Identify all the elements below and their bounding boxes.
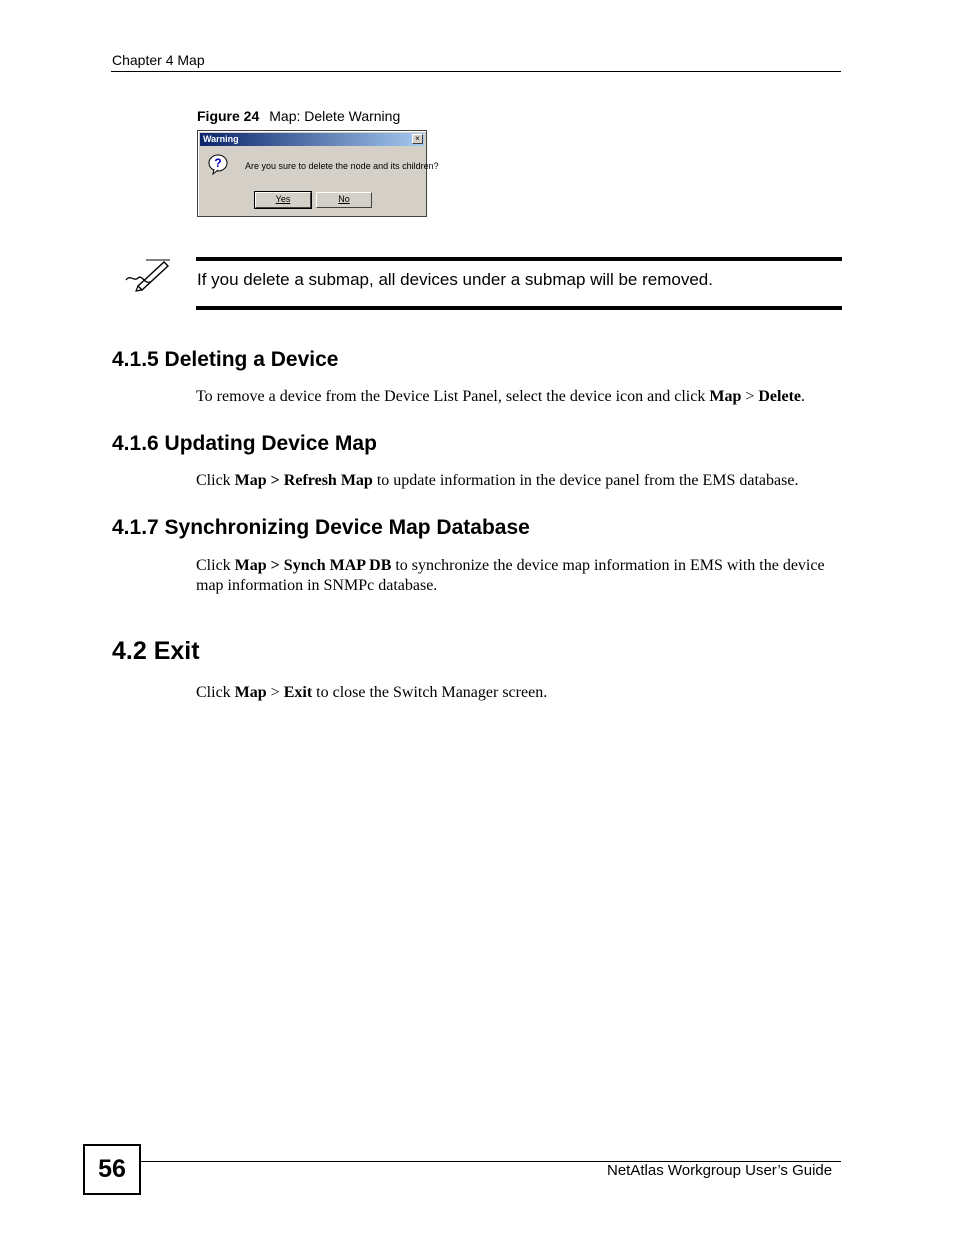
question-icon xyxy=(207,153,229,175)
pen-note-icon xyxy=(124,256,174,292)
section-heading-4-1-6: 4.1.6 Updating Device Map xyxy=(112,432,377,455)
paragraph-4-1-5 xyxy=(196,387,836,407)
no-button-label: No xyxy=(338,194,350,204)
page-number: 56 xyxy=(83,1144,141,1195)
figure-label: Figure 24 xyxy=(197,108,260,124)
footer-guide-title: NetAtlas Workgroup User’s Guide xyxy=(607,1162,833,1179)
paragraph-text: Click xyxy=(196,557,235,574)
menu-ref-map: Map xyxy=(709,388,742,405)
paragraph-text: to close the Switch Manager screen. xyxy=(312,684,548,701)
menu-ref-exit: Exit xyxy=(283,684,313,701)
warning-dialog xyxy=(197,130,439,217)
note-bottom-rule xyxy=(196,306,842,310)
menu-ref-refresh-map: Map > Refresh Map xyxy=(234,472,373,489)
figure-caption xyxy=(197,108,400,124)
note-top-rule xyxy=(196,257,842,261)
paragraph-text: to update information in the device panel from the EMS database. xyxy=(372,472,799,489)
menu-separator: > xyxy=(741,388,759,405)
section-heading-4-1-5: 4.1.5 Deleting a Device xyxy=(112,348,339,371)
figure-title: Map: Delete Warning xyxy=(269,108,401,124)
paragraph-4-1-6 xyxy=(196,471,836,491)
svg-text:?: ? xyxy=(214,156,222,170)
menu-ref-map: Map xyxy=(234,684,267,701)
menu-separator: > xyxy=(266,684,284,701)
no-button[interactable] xyxy=(316,192,372,208)
menu-ref-delete: Delete xyxy=(758,388,802,405)
yes-button[interactable] xyxy=(255,192,311,208)
paragraph-text: to synchronize the device map information in EMS with the device map information in SNMPc database. xyxy=(196,557,825,594)
paragraph-text: Click xyxy=(196,472,235,489)
menu-ref-synch-map-db: Map > Synch MAP DB xyxy=(234,557,392,574)
dialog-titlebar: Warning xyxy=(200,133,424,146)
section-heading-4-2: 4.2 Exit xyxy=(112,637,200,665)
paragraph-text: To remove a device from the Device List Panel, select the device icon and click xyxy=(196,388,710,405)
close-icon[interactable]: × xyxy=(412,134,423,144)
paragraph-4-1-7 xyxy=(196,556,836,596)
paragraph-text: . xyxy=(801,388,806,405)
header-divider xyxy=(111,71,841,72)
paragraph-text: Click xyxy=(196,684,235,701)
running-header: Chapter 4 Map xyxy=(112,52,205,68)
yes-button-label: Yes xyxy=(275,194,291,204)
note-text: If you delete a submap, all devices under a submap will be removed. xyxy=(197,270,713,289)
dialog-message: Are you sure to delete the node and its children? xyxy=(245,161,439,171)
section-heading-4-1-7: 4.1.7 Synchronizing Device Map Database xyxy=(112,516,530,539)
paragraph-4-2 xyxy=(196,683,836,703)
